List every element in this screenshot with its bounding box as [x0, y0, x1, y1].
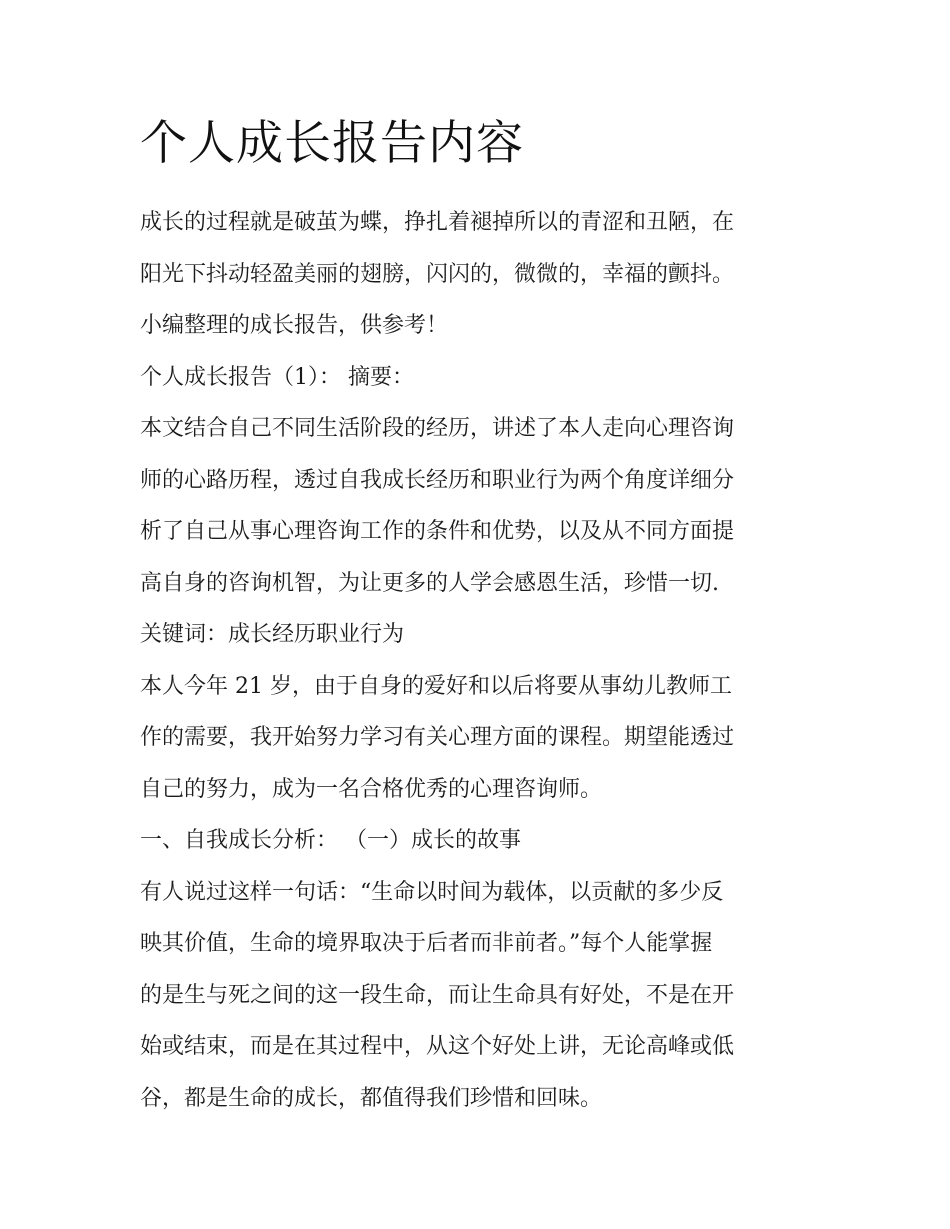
text-line: 成长的过程就是破茧为蝶，挣扎着褪掉所以的青涩和丑陋，在	[140, 210, 735, 235]
text-line: 本文结合自己不同生活阶段的经历，讲述了本人走向心理咨询	[140, 416, 735, 441]
text-line: 小编整理的成长报告，供参考！	[140, 313, 449, 338]
text-line: 始或结束，而是在其过程中，从这个好处上讲，无论高峰或低	[140, 1034, 735, 1059]
text-line: 关键词：成长经历职业行为	[140, 622, 405, 647]
text-line: 个人成长报告（1）： 摘要：	[140, 364, 414, 390]
text-line: 有人说过这样一句话：“生命以时间为载体，以贡献的多少反	[140, 879, 724, 905]
document-body	[140, 197, 820, 1124]
text-line: 映其价值，生命的境界取决于后者而非前者。”每个人能掌握	[140, 931, 713, 956]
text-line: 析了自己从事心理咨询工作的条件和优势，以及从不同方面提	[140, 519, 735, 544]
document-title: 个人成长报告内容	[140, 116, 524, 171]
text-line: 的是生与死之间的这一段生命，而让生命具有好处，不是在开	[140, 982, 735, 1008]
text-line: 高自身的咨询机智，为让更多的人学会感恩生活，珍惜一切.	[140, 570, 719, 596]
text-line: 阳光下抖动轻盈美丽的翅膀，闪闪的，微微的，幸福的颤抖。	[140, 261, 735, 287]
text-line: 本人今年 21 岁，由于自身的爱好和以后将要从事幼儿教师工	[140, 673, 732, 699]
text-line: 自己的努力，成为一名合格优秀的心理咨询师。	[140, 776, 603, 802]
text-line: 作的需要，我开始努力学习有关心理方面的课程。期望能透过	[140, 725, 735, 750]
text-line: 师的心路历程，透过自我成长经历和职业行为两个角度详细分	[140, 467, 735, 493]
text-line: 一、自我成长分析： （一）成长的故事	[140, 828, 521, 853]
text-line: 谷，都是生命的成长，都值得我们珍惜和回味。	[140, 1085, 603, 1111]
